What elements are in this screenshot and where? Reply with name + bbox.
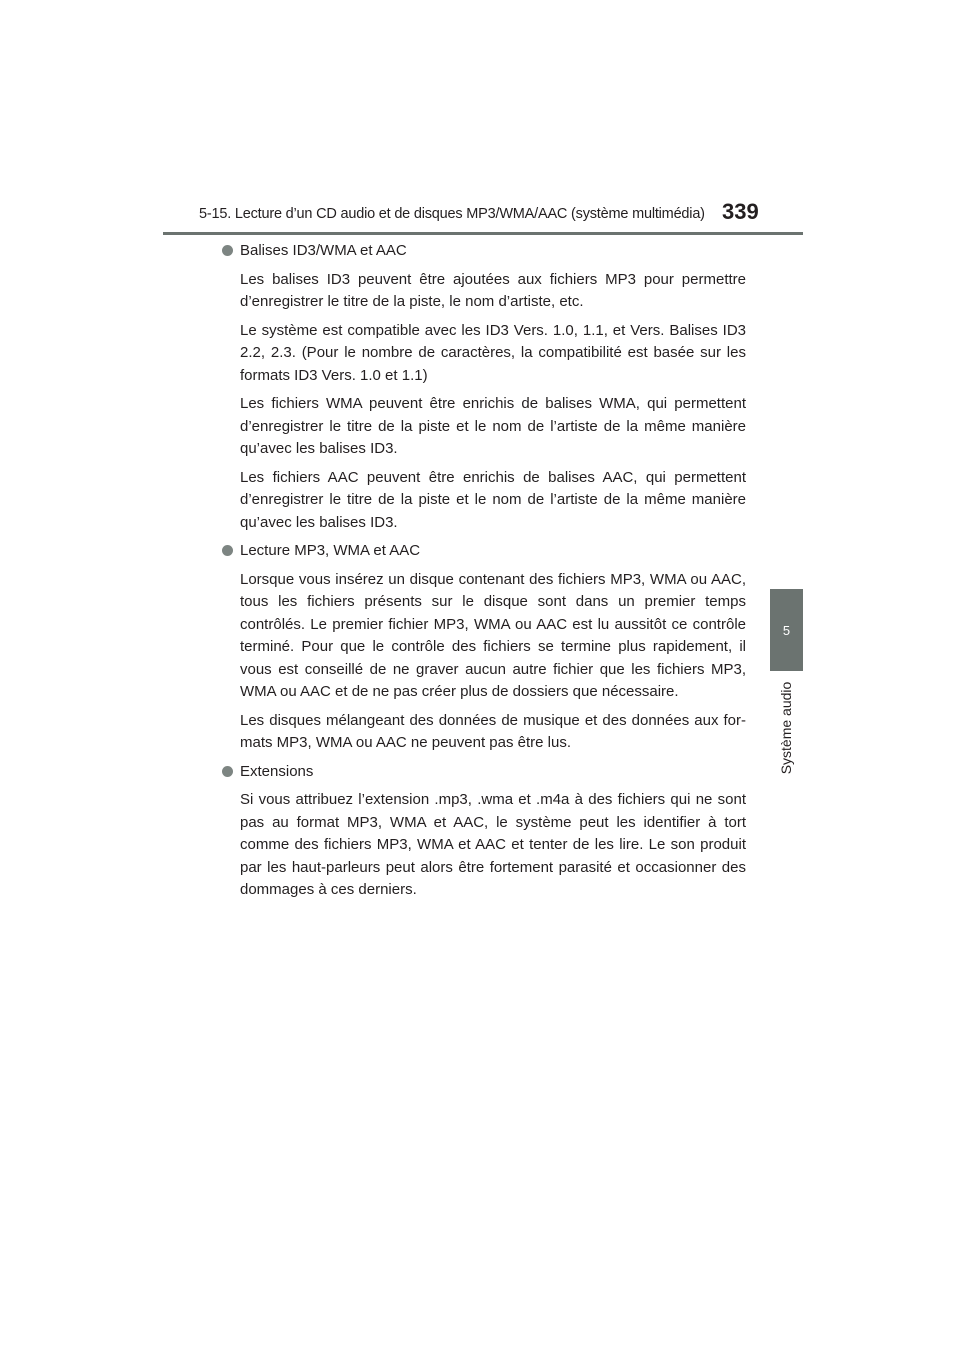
bullet-icon — [222, 245, 233, 256]
paragraph: Si vous attribuez l’extension .mp3, .wma et .m4a à des fichiers qui ne sont pas au format MP3, WMA et AAC, le système peut les identifier à tort comme des fichiers MP3, WMA et AAC et tenter de les lire. Le son produit par les haut-parleurs peut alors être fortement parasité et occasionner des dommages à ces derniers. — [240, 791, 746, 898]
bullet-icon — [222, 766, 233, 777]
section-heading: Balises ID3/WMA et AAC — [222, 240, 746, 263]
content — [222, 240, 746, 908]
paragraph: Les balises ID3 peuvent être ajoutées aux fichiers MP3 pour permettre d’enregistrer le titre de la piste, le nom d’artiste, etc. — [240, 270, 746, 310]
header-rule — [163, 232, 803, 235]
section-heading: Extensions — [222, 761, 746, 784]
paragraph: Les disques mélangeant des données de musique et des données aux for-mats MP3, WMA ou AAC ne peuvent pas être lus. — [240, 711, 746, 751]
chapter-label: Système audio — [778, 681, 794, 775]
bullet-icon — [222, 545, 233, 556]
paragraph: Les fichiers WMA peuvent être enrichis de balises WMA, qui permettent d’enregistrer le titre de la piste et le nom de l’artiste de la même manière qu’avec les balises ID3. — [240, 395, 746, 457]
section-heading: Lecture MP3, WMA et AAC — [222, 540, 746, 563]
section-id3-tags — [222, 240, 746, 534]
paragraph: Le système est compatible avec les ID3 Vers. 1.0, 1.1, et Vers. Balises ID3 2.2, 2.3. (Pour le nombre de caractères, la compatibilité est basée sur les formats ID3 Vers. 1.0 et 1.1) — [240, 321, 746, 384]
page-number: 339 — [722, 199, 759, 224]
section-playback — [222, 540, 746, 755]
chapter-number: 5 — [782, 622, 791, 638]
header-title: 5-15. Lecture d’un CD audio et de disques MP3/WMA/AAC (système multimédia) — [199, 206, 705, 222]
paragraph: Lorsque vous insérez un disque contenant des fichiers MP3, WMA ou AAC, tous les fichiers présents sur le disque sont dans un premier temps contrôlés. Le premier fichier MP3, WMA ou AAC est lu aussitôt ce contrôle terminé. Pour que le contrôle des fichiers se termine plus rapidement, il vous est conseillé de ne graver aucun autre fichier que les fichiers MP3, WMA ou AAC et de ne pas créer plus de dossiers que nécessaire. — [240, 570, 746, 700]
paragraph: Les fichiers AAC peuvent être enrichis de balises AAC, qui permettent d’enregistrer le titre de la piste et le nom de l’artiste de la même manière qu’avec les balises ID3. — [240, 468, 746, 531]
chapter-tab — [770, 589, 803, 671]
section-extensions — [222, 761, 746, 902]
